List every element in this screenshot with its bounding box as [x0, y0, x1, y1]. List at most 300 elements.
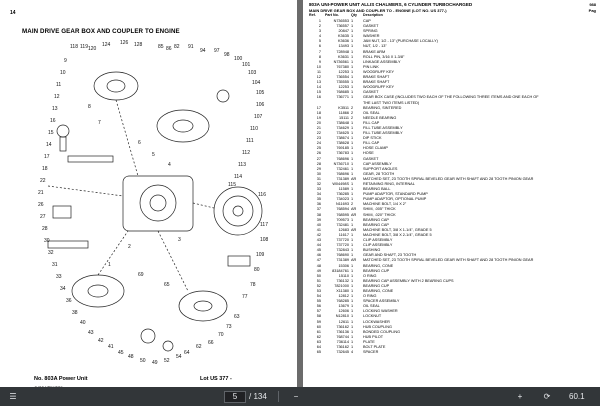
col-part-header: Part No.: [325, 13, 339, 17]
part-ref: 4: [318, 34, 321, 39]
part-ref: 19: [316, 115, 321, 120]
part-number: 768285: [336, 299, 349, 304]
callout-number: 49: [152, 360, 158, 366]
part-description: SPACER ASSEMBLY: [363, 299, 400, 304]
part-number: 735555: [336, 80, 349, 85]
part-number: 12812: [338, 294, 349, 299]
part-number: 736557: [336, 24, 349, 29]
callout-number: 85: [158, 44, 164, 50]
callout-number: 62: [196, 344, 202, 350]
part-number: 732843: [336, 248, 349, 253]
part-qty: 1: [351, 309, 354, 314]
part-ref: 64: [316, 345, 321, 349]
callout-number: 33: [56, 274, 62, 280]
part-qty: 1: [351, 222, 354, 227]
callout-number: 14: [46, 142, 52, 148]
part-qty: 1: [351, 232, 354, 237]
part-description: GASKET: [363, 90, 379, 95]
part-qty: AR: [351, 227, 357, 232]
part-qty: 1: [351, 238, 354, 243]
callout-number: 41: [108, 344, 114, 350]
part-qty: 2: [351, 202, 354, 207]
part-description: GASKET: [363, 156, 379, 161]
callout-number: 64: [184, 350, 190, 356]
part-qty: 1: [351, 187, 354, 192]
part-number: 732481: [336, 222, 349, 227]
part-number: 738648: [336, 120, 349, 125]
part-description: BEARING, CONE: [363, 288, 394, 293]
callout-number: 11: [56, 82, 62, 88]
part-qty: 1: [351, 156, 354, 161]
part-description: MATCHED SET, 23 TOOTH SPIRAL BEVELED GEAR WITH SHAFT AND 28 TOOTH PINION GEAR: [363, 258, 534, 263]
part-number: 768690: [336, 253, 349, 258]
parts-list-row: [309, 350, 599, 355]
part-ref: 7: [318, 49, 321, 54]
part-description: BOLT PLATE: [363, 345, 386, 349]
part-qty: 1: [351, 217, 354, 222]
part-qty: 1: [351, 253, 354, 258]
part-description: GASKET: [363, 24, 379, 29]
part-ref: 33: [316, 187, 321, 192]
part-ref: 21: [316, 125, 321, 130]
part-number: 15111: [339, 115, 349, 120]
page-header-number: 14: [10, 10, 16, 16]
callout-number: 73: [226, 324, 232, 330]
part-ref: 6: [318, 44, 321, 49]
callout-number: 91: [188, 44, 194, 50]
linkage: [53, 206, 71, 218]
part-qty: 1: [351, 273, 354, 278]
part-ref: 34: [316, 192, 321, 197]
part-ref: 56: [316, 304, 321, 309]
part-number: 13493: [338, 44, 349, 49]
hub-coupling: [179, 291, 227, 321]
part-description: BEARING CAP ASSEMBLY WITH 2 BEARING CUPS: [363, 278, 454, 283]
callout-number: 70: [218, 332, 224, 338]
callout-number: 106: [256, 102, 265, 108]
callout-number: 105: [256, 90, 265, 96]
fill-tube: [60, 137, 66, 151]
part-ref: 37: [316, 207, 321, 212]
callout-number: 8: [88, 104, 91, 110]
part-number: 736285: [336, 192, 349, 197]
callout-number: 52: [164, 358, 170, 364]
callout-number: 98: [224, 52, 230, 58]
col-qty-header: Qty: [351, 13, 357, 17]
centerline-left: [48, 186, 123, 196]
part-qty: AR: [351, 207, 357, 212]
part-description: BRAKE SHAFT: [363, 75, 390, 80]
zoom-level: 60.1: [569, 392, 585, 401]
part-number: 732645: [336, 350, 349, 355]
callout-number: 128: [134, 42, 143, 48]
part-qty: 1: [351, 39, 354, 44]
callout-number: 17: [44, 154, 50, 160]
fill-cap: [57, 125, 69, 137]
part-description: NEEDLE BEARING: [363, 115, 397, 120]
part-ref: 51: [316, 278, 321, 283]
part-ref: 16: [316, 95, 321, 100]
callout-number: 31: [52, 262, 58, 268]
callout-number: 4: [168, 162, 171, 168]
part-qty: 1: [351, 75, 354, 80]
part-qty: 1: [351, 136, 354, 141]
callout-number: 12: [54, 94, 60, 100]
callout-number: 116: [258, 192, 266, 198]
callout-number: 45: [118, 350, 124, 356]
callout-number: 27: [40, 214, 46, 220]
part-qty: 1: [351, 131, 354, 136]
parts-list-page-label: Pag: [588, 8, 596, 13]
brake-shaft: [48, 241, 88, 248]
part-ref: 65: [316, 350, 321, 355]
page-indicator: [224, 390, 267, 403]
pdf-toolbar: [0, 387, 600, 406]
part-number: N11693: [335, 202, 349, 207]
callout-number: 54: [176, 354, 182, 360]
part-qty: 1: [351, 278, 354, 283]
part-description: WASHER: [363, 34, 380, 39]
hub-coupling-bore: [194, 301, 212, 311]
part-description: CAP: [363, 19, 371, 23]
callout-number: 80: [254, 267, 260, 273]
minus-icon[interactable]: −: [293, 392, 299, 401]
part-description: PUMP ADAPTOR, STANDARD PUMP: [363, 192, 428, 197]
callout-number: 50: [140, 358, 146, 364]
part-ref: 57: [316, 309, 321, 314]
part-description: CLIP ASSEMBLY: [363, 238, 393, 243]
part-description: FILL CAP: [363, 120, 380, 125]
part-ref: 49: [316, 268, 321, 273]
part-number: 11617: [338, 232, 349, 237]
part-qty: 1: [351, 125, 354, 130]
part-description: BEARING CAP: [363, 217, 389, 222]
part-description: LOCKWASHER: [363, 319, 390, 324]
part-qty: 1: [351, 59, 354, 64]
part-ref: 60: [316, 324, 321, 329]
part-description: O RING: [363, 273, 377, 278]
part-qty: 1: [351, 34, 354, 39]
callout-number: 119: [80, 44, 88, 50]
part-description: BEARING BALL: [363, 187, 391, 192]
part-qty: 1: [351, 339, 354, 344]
part-qty: 1: [351, 324, 354, 329]
parts-list-code: 988: [589, 2, 596, 7]
part-ref: 48: [316, 263, 321, 268]
part-description: FILL TUBE ASSEMBLY: [363, 125, 403, 130]
coupling-hub: [233, 206, 243, 216]
part-ref: 43: [316, 238, 321, 243]
part-description: MACHINE BOLT, 1/4 X 2": [363, 202, 407, 207]
part-qty: 1: [351, 294, 354, 299]
part-qty: 1: [351, 146, 354, 151]
page-number-input[interactable]: 5: [224, 391, 246, 403]
part-ref: 62: [316, 334, 321, 339]
part-number: K3511: [338, 105, 349, 110]
col-desc-header: Description: [363, 13, 383, 17]
part-description: CLIP ASSEMBLY: [363, 243, 393, 248]
part-description: HOSE: [363, 151, 374, 156]
part-number: 731389: [336, 176, 349, 181]
callout-number: 21: [38, 190, 44, 196]
part-number: 11589: [338, 187, 349, 192]
part-number: 734629: [336, 125, 349, 130]
part-ref: 9: [318, 59, 321, 64]
part-number: 15306: [338, 263, 349, 268]
part-number: K3635: [338, 34, 349, 39]
part-ref: 23: [316, 136, 321, 141]
coupling-inner: [223, 196, 253, 226]
part-qty: 1: [351, 329, 354, 334]
gear-box-bore: [150, 195, 166, 211]
part-ref: 53: [316, 288, 321, 293]
part-ref: 32: [316, 182, 321, 186]
part-description: PUMP ADAPTOR, OPTIONAL PUMP: [363, 197, 427, 202]
callout-number: 108: [260, 237, 268, 243]
callout-number: 118: [70, 44, 78, 50]
centerline-top: [116, 100, 138, 176]
part-ref: 35: [316, 197, 321, 202]
part-number: 732461: [336, 166, 349, 171]
part-qty: 1: [351, 197, 354, 202]
part-qty: 1: [351, 19, 354, 23]
callout-number: 82: [174, 44, 180, 50]
part-number: N736553: [333, 19, 349, 23]
callout-number: 40: [80, 320, 86, 326]
callout-number: 5: [152, 152, 155, 158]
part-number: 709573: [336, 217, 349, 222]
parts-list-table: [309, 19, 599, 355]
bevel-gear: [157, 110, 209, 142]
part-description: SHIM, .005" THICK: [363, 207, 396, 212]
part-ref: 47: [316, 258, 321, 263]
exploded-parts-diagram: [28, 36, 268, 372]
callout-number: 115: [228, 182, 236, 188]
part-ref: 8: [318, 54, 321, 59]
part-ref: 36: [316, 202, 321, 207]
part-description: OIL SEAL: [363, 110, 380, 115]
part-number: 737720: [336, 238, 349, 243]
callout-number: 65: [164, 282, 170, 288]
part-ref: 3: [318, 29, 321, 34]
callout-number: 34: [60, 286, 66, 292]
part-qty: 1: [351, 263, 354, 268]
callout-number: 104: [252, 80, 261, 86]
part-number: 768685: [336, 90, 349, 95]
menu-icon[interactable]: ☰: [9, 392, 17, 401]
part-number: 734625: [336, 131, 349, 136]
page-right-parts-list: [303, 0, 600, 387]
bevel-gear-hub: [173, 120, 193, 132]
part-ref: 45: [316, 248, 321, 253]
part-number: 7821000: [334, 283, 349, 288]
plus-icon[interactable]: +: [517, 392, 523, 401]
bonded-coupling: [214, 187, 262, 235]
part-ref: 13: [316, 80, 321, 85]
part-ref: 58: [316, 314, 321, 319]
part-qty: 1: [351, 69, 354, 74]
part-ref: 61: [316, 329, 321, 334]
part-description: HUB PILOT: [363, 334, 384, 339]
part-qty: 1: [351, 85, 354, 90]
part-number: 12611: [338, 319, 349, 324]
part-ref: 18: [316, 110, 321, 115]
gear-hub: [107, 80, 125, 92]
part-description: BEARING CUP: [363, 268, 390, 273]
part-description: LOCKING WASHER: [363, 309, 398, 314]
callout-number: 69: [138, 272, 144, 278]
part-description: O RING: [363, 294, 377, 299]
part-description: BEARING, CONE: [363, 263, 394, 268]
part-ref: 41: [316, 227, 321, 232]
part-qty: 1: [351, 90, 354, 95]
gear-box-bearing: [140, 185, 176, 221]
part-qty: 1: [351, 29, 354, 34]
callout-number: 97: [214, 48, 220, 54]
part-description: THE LAST TWO ITEMS LISTED): [363, 100, 420, 105]
part-description: ROLL PIN, 3/16 X 1-3/8": [363, 54, 405, 59]
part-description: HOSE CLAMP: [363, 146, 388, 151]
part-number: 736554: [336, 75, 349, 80]
part-qty: 4: [351, 350, 354, 355]
part-ref: 20: [316, 120, 321, 125]
centerline-bottom: [158, 231, 188, 291]
part-description: MACHINE BOLT, 3/8 X 2-1/4", GRADE 5: [363, 232, 432, 237]
callout-number: 77: [242, 294, 248, 300]
callout-number: 94: [200, 48, 206, 54]
part-qty: 1: [351, 49, 354, 54]
part-ref: 12: [316, 75, 321, 80]
part-number: 768595: [336, 212, 349, 217]
part-qty: 1: [351, 299, 354, 304]
callout-number: 124: [102, 42, 111, 48]
part-description: MATCHED SET, 23 TOOTH SPIRAL BEVELED GEAR WITH SHAFT AND 28 TOOTH PINION GEAR: [363, 176, 534, 181]
part-qty: 1: [351, 268, 354, 273]
part-ref: 54: [316, 294, 321, 299]
part-number: 768696: [336, 156, 349, 161]
callout-number: 3: [178, 237, 181, 243]
part-number: K3631: [338, 54, 349, 59]
part-qty: 2: [351, 110, 354, 115]
part-ref: 31: [316, 176, 321, 181]
part-qty: 1: [351, 166, 354, 171]
part-description: BRAKE ARM: [363, 49, 386, 54]
part-description: GEAR AND SHAFT, 23 TOOTH: [363, 253, 417, 258]
part-number: N12810: [335, 314, 349, 319]
part-number: 13679: [338, 304, 349, 309]
callout-number: 10: [60, 70, 66, 76]
callout-number: 86: [166, 46, 172, 52]
part-description: FILL CAP: [363, 141, 380, 146]
part-qty: 1: [351, 44, 354, 49]
part-qty: 1: [351, 319, 354, 324]
part-number: 736162: [336, 345, 349, 349]
part-ref: 11: [317, 69, 321, 74]
col-ref-header: Ref.: [309, 13, 316, 17]
part-ref: 38: [316, 212, 321, 217]
callout-number: 13: [52, 106, 58, 112]
callout-number: 42: [98, 338, 104, 344]
callout-number: 101: [242, 62, 251, 68]
part-ref: 39: [316, 217, 321, 222]
part-ref: 1: [318, 19, 321, 23]
o-ring: [163, 341, 173, 351]
callout-number: 112: [242, 150, 250, 156]
part-number: 20847: [338, 29, 349, 34]
part-ref: 63: [316, 339, 321, 344]
callout-number: 7: [98, 120, 101, 126]
part-number: 736771: [336, 95, 349, 100]
part-ref: 26: [316, 151, 321, 156]
part-qty: 1: [351, 141, 354, 146]
part-qty: 1: [351, 248, 354, 253]
part-ref: 17: [316, 105, 321, 110]
part-qty: 1: [351, 64, 354, 69]
pump-adaptor-bore: [88, 285, 108, 297]
part-qty: 1: [351, 304, 354, 309]
part-ref: 29: [316, 166, 321, 171]
part-number: 737720: [336, 243, 349, 248]
part-number: 736114: [336, 339, 349, 344]
part-description: GEAR, 28 TOOTH: [363, 171, 395, 176]
part-ref: 2: [318, 24, 321, 29]
part-description: BONDED COUPLING: [363, 329, 401, 334]
part-qty: 1: [351, 334, 354, 339]
page-total: / 134: [249, 392, 267, 401]
part-number: 736783: [336, 151, 349, 156]
rotate-icon[interactable]: ⟳: [543, 392, 551, 401]
footer-unit: No. 803A Power Unit: [34, 376, 88, 382]
part-description: BEARING, SINTERED: [363, 105, 402, 110]
part-number: 731389: [336, 258, 349, 263]
part-qty: 1: [351, 120, 354, 125]
callout-number: 107: [254, 114, 263, 120]
callout-number: 1: [108, 262, 111, 268]
part-number: 736132: [336, 278, 349, 283]
drive-shaft: [68, 156, 113, 162]
part-description: LOCKNUT: [363, 314, 382, 319]
bearing-cone: [141, 329, 155, 343]
part-ref: 40: [316, 222, 321, 227]
callout-number: 16: [50, 118, 56, 124]
callout-number: 113: [238, 162, 246, 168]
part-description: SPACER: [363, 350, 379, 355]
part-ref: 59: [316, 319, 321, 324]
callout-number: 66: [208, 340, 214, 346]
part-number: 769185: [336, 146, 349, 151]
part-number: 736162: [336, 324, 349, 329]
callout-number: 2: [128, 244, 131, 250]
part-number: 12253: [338, 85, 349, 90]
part-description: GEAR BOX CASE (INCLUDES TWO EACH OF THE FOLLOWING THREE ITEMS AND ONE EACH OF: [363, 95, 539, 100]
part-description: BEARING CAP: [363, 222, 389, 227]
part-description: SHIM, .020" THICK: [363, 212, 396, 217]
part-ref: 52: [316, 283, 321, 288]
part-qty: 1: [351, 151, 354, 156]
part-number: X11380: [336, 288, 349, 293]
part-ref: 50: [316, 273, 321, 278]
part-number: 12606: [338, 309, 349, 314]
part-qty: 1: [351, 95, 354, 100]
part-description: MACHINE BOLT, 3/8 X 1-1/4", GRADE 5: [363, 227, 432, 232]
part-ref: 28: [316, 161, 321, 166]
part-description: FILL TUBE ASSEMBLY: [363, 131, 403, 136]
part-description: BUSHING: [363, 248, 381, 253]
callout-number: 36: [66, 298, 72, 304]
part-number: 12683: [338, 227, 349, 232]
part-ref: 55: [316, 299, 321, 304]
centerline-right: [193, 203, 214, 208]
